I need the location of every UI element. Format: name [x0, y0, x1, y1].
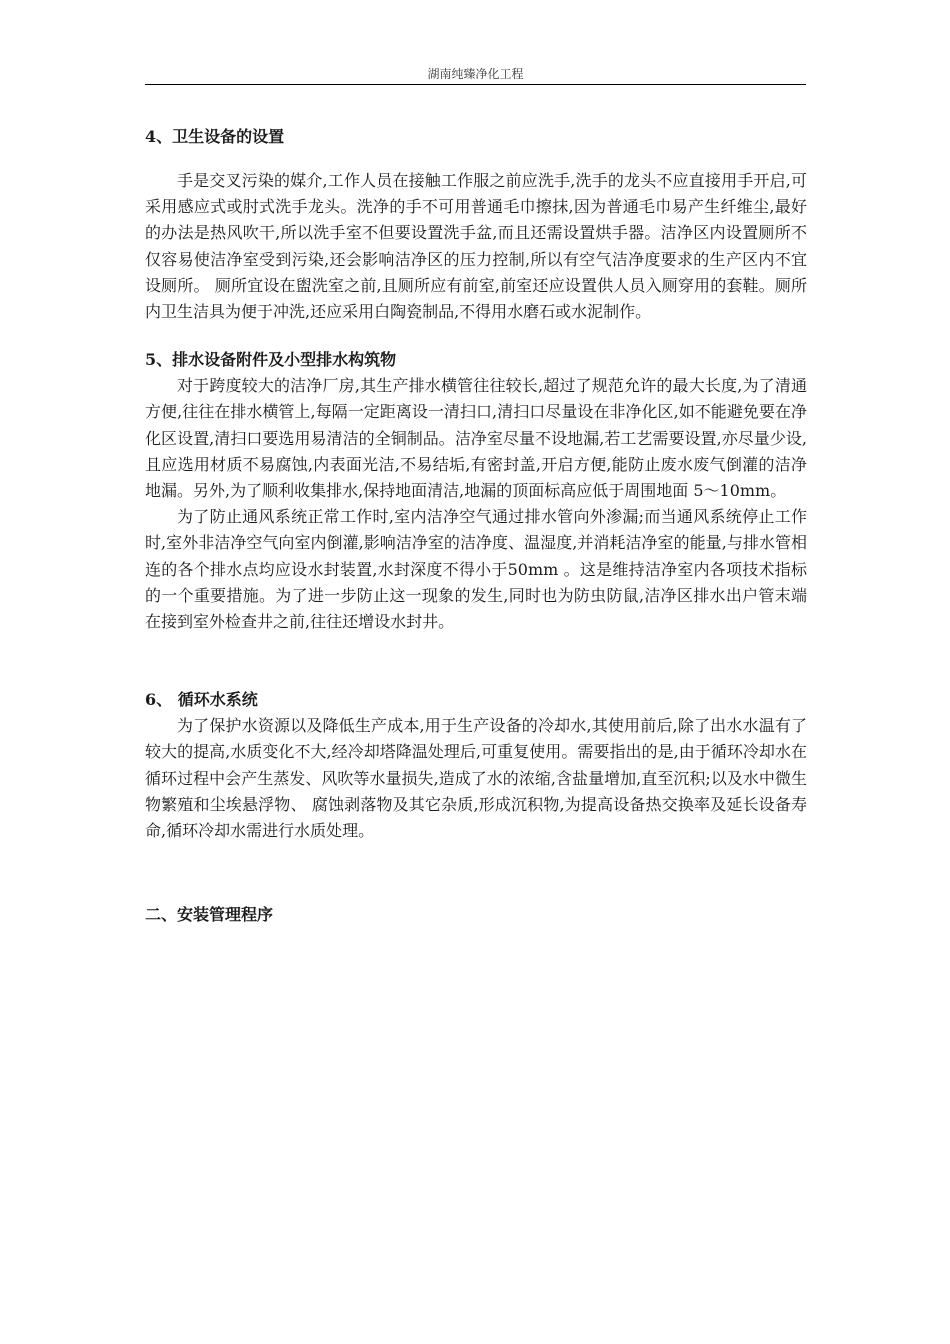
section-5-paragraph-2: 为了防止通风系统正常工作时,室内洁净空气通过排水管向外渗漏;而当通风系统停止工作时,室外非洁净空气向室内倒灌,影响洁净室的洁净度、温湿度,并消耗洁净室的能量,与排水管相连的各个排水点均应设水封装置,水封深度不得小于50mm 。这是维持洁净室内各项技术指标的一个重要措施。为了进一步防止这一现象的发生,同时也为防虫防鼠,洁净区排水出户管末端在接到室外检查井之前,往往还增设水封井。	[145, 507, 807, 632]
section-4-heading: 4、卫生设备的设置	[145, 127, 285, 146]
header-divider	[145, 84, 806, 85]
part-2-title: 二、安装管理程序	[145, 905, 274, 925]
page-header: 湖南纯臻净化工程	[427, 67, 524, 81]
section-5-paragraph-1: 对于跨度较大的洁净厂房,其生产排水横管往往较长,超过了规范允许的最大长度,为了清通方便,往往在排水横管上,每隔一定距离设一清扫口,清扫口尽量设在非净化区,如不能避免要在净化区设置,清扫口要选用易清洁的全铜制品。洁净室尽量不设地漏,若工艺需要设置,亦尽量少设,且应选用材质不易腐蚀,内表面光洁,不易结垢,有密封盖,开启方便,能防止废水废气倒灌的洁净地漏。另外,为了顺利收集排水,保持地面清洁,地漏的顶面标高应低于周围地面 5～10mm。	[145, 376, 807, 501]
section-6-paragraph: 为了保护水资源以及降低生产成本,用于生产设备的冷却水,其使用前后,除了出水水温有了较大的提高,水质变化不大,经冷却塔降温处理后,可重复使用。需要指出的是,由于循环冷却水在循环过程中会产生蒸发、风吹等水量损失,造成了水的浓缩,含盐量增加,直至沉积;以及水中微生物繁殖和尘埃悬浮物、 腐蚀剥落物及其它杂质,形成沉积物,为提高设备热交换率及延长设备寿命,循环冷却水需进行水质处理。	[145, 716, 807, 841]
document-body	[145, 124, 807, 928]
section-4-paragraph: 手是交叉污染的媒介,工作人员在接触工作服之前应洗手,洗手的龙头不应直接用手开启,可采用感应式或肘式洗手龙头。洗净的手不可用普通毛巾擦抹,因为普通毛巾易产生纤维尘,最好的办法是热风吹干,所以洗手室不但要设置洗手盆,而且还需设置烘手器。洁净区内设置厕所不仅容易使洁净室受到污染,还会影响洁净区的压力控制,所以有空气洁净度要求的生产区内不宜设厕所。 厕所宜设在盥洗室之前,且厕所应有前室,前室还应设置供人员入厕穿用的套鞋。厕所内卫生洁具为便于冲洗,还应采用白陶瓷制品,不得用水磨石或水泥制作。	[145, 171, 807, 322]
section-5-heading: 5、排水设备附件及小型排水构筑物	[145, 350, 397, 370]
section-6-heading: 6、 循环水系统	[145, 690, 258, 710]
